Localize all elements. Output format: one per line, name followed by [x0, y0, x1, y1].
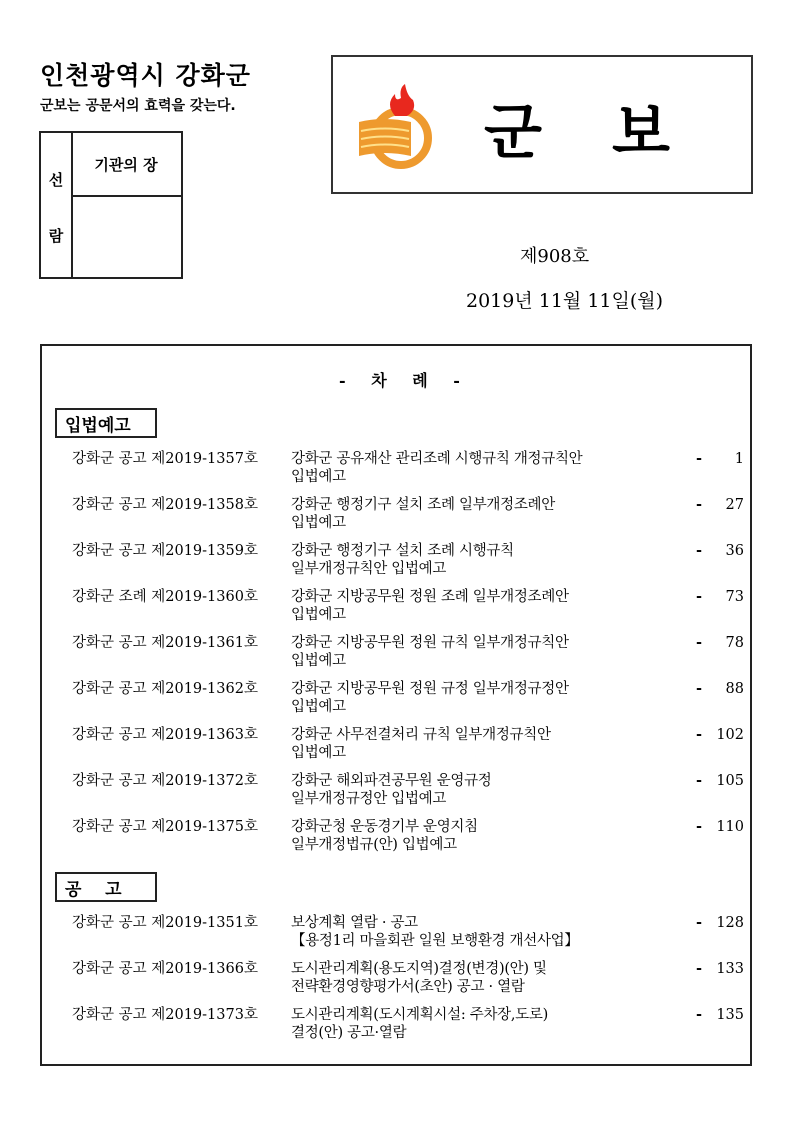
entry-title-line: 일부개정규칙안 입법예고: [291, 561, 447, 577]
toc-entry[interactable]: [55, 726, 744, 772]
entry-title-line: 강화군 해외파견공무원 운영규정: [291, 773, 492, 789]
entry-dash: -: [695, 680, 703, 697]
entry-title-line: 강화군 행정기구 설치 조례 시행규칙: [291, 543, 514, 559]
entry-title-line: 입법예고: [291, 653, 346, 669]
toc-entry[interactable]: [55, 588, 744, 634]
entry-page: 105: [716, 773, 744, 789]
organization-name: 인천광역시 강화군: [40, 61, 251, 90]
entry-page: 88: [725, 681, 744, 697]
issue-number: 제908호: [520, 246, 590, 267]
entry-page: 102: [716, 727, 744, 743]
entry-title: [291, 1006, 688, 1042]
entry-title-line: 강화군 사무전결처리 규칙 일부개정규칙안: [291, 727, 551, 743]
entry-page: 27: [725, 497, 744, 513]
entry-title-line: 결정(안) 공고·열람: [291, 1025, 407, 1041]
entry-title: [291, 588, 688, 624]
entry-id: 강화군 공고 제2019-1375호: [72, 819, 258, 835]
entry-page: 73: [725, 589, 744, 605]
entry-id: 강화군 공고 제2019-1361호: [72, 635, 258, 651]
entry-id: 강화군 공고 제2019-1362호: [72, 681, 258, 697]
entry-dash: -: [695, 542, 703, 559]
entry-id: 강화군 공고 제2019-1359호: [72, 543, 258, 559]
entry-title: [291, 680, 688, 716]
entry-title-line: 【용정1리 마을회관 일원 보행환경 개선사업】: [291, 933, 579, 949]
toc-entry[interactable]: [55, 634, 744, 680]
entry-id: 강화군 공고 제2019-1373호: [72, 1007, 258, 1023]
entry-dash: -: [695, 496, 703, 513]
entry-title-line: 강화군 지방공무원 정원 규정 일부개정규정안: [291, 681, 569, 697]
entry-title-line: 강화군청 운동경기부 운영지침: [291, 819, 478, 835]
entry-id: 강화군 공고 제2019-1372호: [72, 773, 258, 789]
entry-page: 128: [716, 915, 744, 931]
entry-page: 78: [725, 635, 744, 651]
toc-entry[interactable]: [55, 914, 744, 960]
toc-entry[interactable]: [55, 680, 744, 726]
entry-title-line: 일부개정법규(안) 입법예고: [291, 837, 457, 853]
entry-title-line: 강화군 공유재산 관리조례 시행규칙 개정규칙안: [291, 451, 583, 467]
entry-id: 강화군 공고 제2019-1358호: [72, 497, 258, 513]
entry-title-line: 강화군 지방공무원 정원 조례 일부개정조례안: [291, 589, 569, 605]
tagline: 군보는 공문서의 효력을 갖는다.: [40, 98, 236, 114]
entry-id: 강화군 공고 제2019-1351호: [72, 915, 258, 931]
entry-title-line: 일부개정규정안 입법예고: [291, 791, 447, 807]
circulation-label-column: [41, 133, 73, 277]
entry-dash: -: [695, 450, 703, 467]
entry-id: 강화군 조례 제2019-1360호: [72, 589, 258, 605]
entry-page: 133: [716, 961, 744, 977]
circulation-recipient: 기관의 장: [71, 133, 181, 197]
entry-id: 강화군 공고 제2019-1357호: [72, 451, 258, 467]
issue-date: 2019년 11월 11일(월): [466, 290, 664, 312]
entry-title: [291, 818, 688, 854]
toc-entry[interactable]: [55, 542, 744, 588]
circulation-label-bottom: 람: [48, 227, 64, 245]
entry-title-line: 보상계획 열람 · 공고: [291, 915, 418, 931]
toc-entry[interactable]: [55, 772, 744, 818]
entry-dash: -: [695, 588, 703, 605]
toc-entry[interactable]: [55, 450, 744, 496]
entry-dash: -: [695, 914, 703, 931]
entry-dash: -: [695, 634, 703, 651]
entry-title: [291, 542, 688, 578]
entry-page: 1: [734, 451, 744, 467]
entry-title: [291, 634, 688, 670]
entry-dash: -: [695, 960, 703, 977]
entry-dash: -: [695, 818, 703, 835]
entry-title: [291, 496, 688, 532]
entry-dash: -: [695, 1006, 703, 1023]
entry-id: 강화군 공고 제2019-1366호: [72, 961, 258, 977]
toc-entry[interactable]: [55, 1006, 744, 1052]
entry-title-line: 입법예고: [291, 469, 346, 485]
entry-title: [291, 914, 688, 950]
entry-page: 36: [725, 543, 744, 559]
entry-title-line: 강화군 행정기구 설치 조례 일부개정조례안: [291, 497, 555, 513]
county-emblem-icon: [355, 82, 441, 172]
entry-title: [291, 772, 688, 808]
entry-title-line: 입법예고: [291, 745, 346, 761]
toc-entry[interactable]: [55, 960, 744, 1006]
circulation-box: [39, 131, 183, 279]
masthead-title: 군보: [484, 98, 740, 168]
toc-entry[interactable]: [55, 818, 744, 864]
entry-title: [291, 450, 688, 486]
entry-title-line: 입법예고: [291, 607, 346, 623]
masthead: [331, 55, 753, 194]
section-header: 공 고: [55, 872, 157, 902]
entry-title-line: 도시관리계획(용도지역)결정(변경)(안) 및: [291, 961, 547, 977]
entry-dash: -: [695, 772, 703, 789]
entry-title: [291, 960, 688, 996]
entry-title-line: 입법예고: [291, 515, 346, 531]
entry-title-line: 강화군 지방공무원 정원 규칙 일부개정규칙안: [291, 635, 569, 651]
entry-title-line: 입법예고: [291, 699, 346, 715]
entry-page: 135: [716, 1007, 744, 1023]
section-header: 입법예고: [55, 408, 157, 438]
entry-id: 강화군 공고 제2019-1363호: [72, 727, 258, 743]
table-of-contents: [40, 344, 752, 1066]
toc-entry[interactable]: [55, 496, 744, 542]
entry-title-line: 도시관리계획(도시계획시설: 주차장,도로): [291, 1007, 548, 1023]
entry-title-line: 전략환경영향평가서(초안) 공고 · 열람: [291, 979, 525, 995]
entry-title: [291, 726, 688, 762]
entry-dash: -: [695, 726, 703, 743]
toc-title: - 차 례 -: [339, 371, 460, 390]
circulation-label-top: 선: [48, 171, 64, 189]
entry-page: 110: [716, 819, 744, 835]
